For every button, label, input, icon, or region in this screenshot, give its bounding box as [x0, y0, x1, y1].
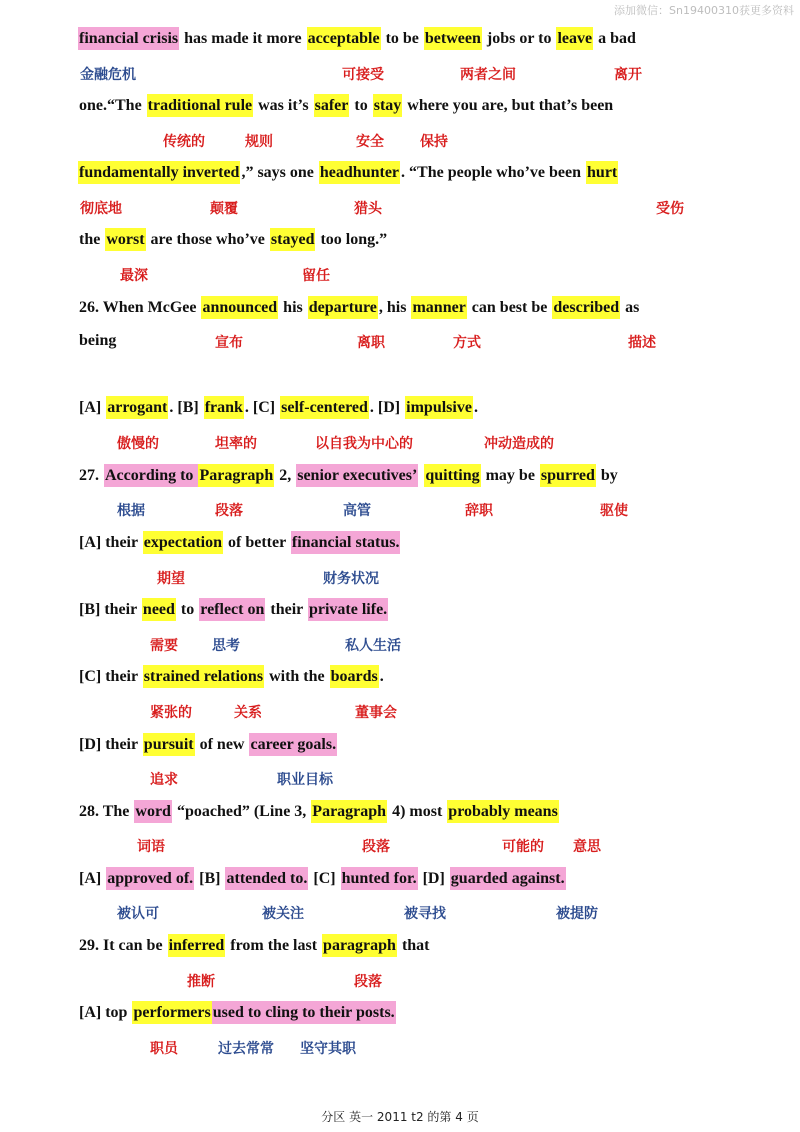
text-line — [78, 935, 431, 957]
highlighted-term: hunted for. — [341, 867, 418, 890]
text-segment: to — [350, 97, 372, 114]
chinese-annotation: 以自我为中心的 — [315, 436, 413, 452]
highlighted-term: Paragraph — [311, 800, 387, 823]
highlighted-term: According to — [104, 464, 198, 487]
text-segment: as — [621, 299, 640, 316]
chinese-annotation: 方式 — [453, 335, 481, 351]
text-segment: [A] — [79, 870, 106, 887]
highlighted-term: boards — [330, 665, 379, 688]
text-segment: . [D] — [369, 399, 405, 416]
chinese-annotation: 传统的 — [163, 134, 205, 150]
chinese-annotation: 最深 — [120, 268, 148, 284]
chinese-annotation: 财务状况 — [323, 571, 379, 587]
text-line — [78, 162, 618, 184]
chinese-annotation: 两者之间 — [460, 67, 516, 83]
text-segment: the — [79, 231, 105, 248]
highlighted-term: departure — [308, 296, 378, 319]
text-segment: was it’s — [254, 97, 313, 114]
chinese-annotation: 思考 — [212, 638, 240, 654]
chinese-annotation: 辞职 — [465, 503, 493, 519]
chinese-annotation: 段落 — [362, 839, 390, 855]
text-segment: [A] — [79, 399, 106, 416]
text-segment: [C] — [309, 870, 340, 887]
text-line — [78, 330, 117, 352]
text-segment: to — [176, 601, 199, 618]
text-segment: . — [379, 668, 384, 685]
text-segment: [A] their — [79, 534, 142, 551]
highlighted-term: impulsive — [405, 396, 473, 419]
text-line — [78, 666, 385, 688]
chinese-annotation: 可能的 — [502, 839, 544, 855]
text-segment: to be — [381, 30, 423, 47]
chinese-annotation: 关系 — [234, 705, 262, 721]
chinese-annotation: 彻底地 — [80, 201, 122, 217]
text-segment: a bad — [594, 30, 636, 47]
highlighted-term: used to cling to their posts. — [212, 1001, 396, 1024]
text-segment: , his — [378, 299, 411, 316]
highlighted-term: pursuit — [143, 733, 195, 756]
highlighted-term: financial crisis — [78, 27, 179, 50]
highlighted-term: stay — [373, 94, 403, 117]
text-line — [78, 397, 479, 419]
text-line — [78, 465, 619, 487]
chinese-annotation: 描述 — [628, 335, 656, 351]
highlighted-term: hurt — [586, 161, 618, 184]
highlighted-term: expectation — [143, 531, 223, 554]
text-segment: jobs or to — [482, 30, 556, 47]
chinese-annotation: 追求 — [150, 772, 178, 788]
text-segment: of better — [224, 534, 290, 551]
highlighted-term: manner — [411, 296, 466, 319]
chinese-annotation: 被寻找 — [404, 906, 446, 922]
chinese-annotation: 词语 — [137, 839, 165, 855]
text-line — [78, 801, 559, 823]
text-segment: . [C] — [244, 399, 280, 416]
text-line — [78, 28, 637, 50]
page-footer: 分区 英一 2011 t2 的第 4 页 — [321, 1110, 479, 1124]
highlighted-term: quitting — [424, 464, 480, 487]
highlighted-term: word — [134, 800, 172, 823]
chinese-annotation: 受伤 — [656, 201, 684, 217]
text-segment: being — [79, 332, 117, 349]
text-line — [78, 532, 400, 554]
text-segment: their — [266, 601, 307, 618]
highlighted-term: traditional rule — [147, 94, 253, 117]
chinese-annotation: 职业目标 — [277, 772, 333, 788]
highlighted-term: worst — [105, 228, 145, 251]
highlighted-term: safer — [314, 94, 350, 117]
highlighted-term: arrogant — [106, 396, 168, 419]
text-segment: 26. When McGee — [79, 299, 201, 316]
chinese-annotation: 被提防 — [556, 906, 598, 922]
highlighted-term: career goals. — [249, 733, 337, 756]
highlighted-term: reflect on — [199, 598, 265, 621]
text-segment: . — [473, 399, 478, 416]
chinese-annotation: 职员 — [150, 1041, 178, 1057]
text-segment: by — [596, 467, 618, 484]
watermark: 添加微信：Sn19400310获更多资料 — [614, 4, 794, 17]
text-segment: [D] — [418, 870, 449, 887]
highlighted-term: spurred — [540, 464, 596, 487]
chinese-annotation: 推断 — [187, 974, 215, 990]
text-segment: 27. — [79, 467, 103, 484]
highlighted-term: inferred — [168, 934, 226, 957]
highlighted-term: headhunter — [319, 161, 400, 184]
text-segment: [C] their — [79, 668, 142, 685]
highlighted-term: frank — [204, 396, 244, 419]
chinese-annotation: 离职 — [357, 335, 385, 351]
text-segment: ,” says one — [241, 164, 318, 181]
text-segment: “poached” (Line 3, — [172, 803, 311, 820]
highlighted-term: approved of. — [106, 867, 194, 890]
text-line — [78, 1002, 396, 1024]
chinese-annotation: 金融危机 — [80, 67, 136, 83]
text-segment: [D] their — [79, 736, 142, 753]
text-segment: may be — [481, 467, 539, 484]
highlighted-term: acceptable — [307, 27, 381, 50]
chinese-annotation: 被关注 — [262, 906, 304, 922]
highlighted-term: probably means — [447, 800, 559, 823]
text-segment: 29. It can be — [79, 937, 167, 954]
text-segment: . [B] — [169, 399, 203, 416]
chinese-annotation: 段落 — [354, 974, 382, 990]
chinese-annotation: 猎头 — [354, 201, 382, 217]
chinese-annotation: 留任 — [302, 268, 330, 284]
chinese-annotation: 冲动造成的 — [484, 436, 554, 452]
chinese-annotation: 根据 — [117, 503, 145, 519]
text-line — [78, 734, 337, 756]
highlighted-term: senior executives’ — [296, 464, 418, 487]
text-line — [78, 599, 388, 621]
highlighted-term: stayed — [270, 228, 316, 251]
chinese-annotation: 傲慢的 — [117, 436, 159, 452]
text-segment: of new — [195, 736, 249, 753]
text-segment: 2, — [275, 467, 296, 484]
text-segment: [B] — [195, 870, 225, 887]
chinese-annotation: 意思 — [573, 839, 601, 855]
highlighted-term: financial status. — [291, 531, 401, 554]
chinese-annotation: 高管 — [343, 503, 371, 519]
chinese-annotation: 安全 — [356, 134, 384, 150]
chinese-annotation: 段落 — [215, 503, 243, 519]
highlighted-term: announced — [201, 296, 278, 319]
chinese-annotation: 私人生活 — [345, 638, 401, 654]
text-segment: from the last — [226, 937, 322, 954]
chinese-annotation: 被认可 — [117, 906, 159, 922]
text-segment: too long.” — [316, 231, 388, 248]
text-line — [78, 95, 614, 117]
chinese-annotation: 可接受 — [342, 67, 384, 83]
text-segment: [B] their — [79, 601, 141, 618]
text-segment: 28. The — [79, 803, 134, 820]
text-segment: can best be — [467, 299, 552, 316]
highlighted-term: self-centered — [280, 396, 369, 419]
chinese-annotation: 宣布 — [215, 335, 243, 351]
text-segment: one.“The — [79, 97, 146, 114]
text-segment: [A] top — [79, 1004, 132, 1021]
chinese-annotation: 驱使 — [600, 503, 628, 519]
highlighted-term: between — [424, 27, 482, 50]
highlighted-term: private life. — [308, 598, 388, 621]
highlighted-term: Paragraph — [198, 464, 274, 487]
text-segment: . “The people who’ve been — [401, 164, 586, 181]
highlighted-term: performers — [132, 1001, 211, 1024]
chinese-annotation: 规则 — [245, 134, 273, 150]
highlighted-term: paragraph — [322, 934, 397, 957]
highlighted-term: guarded against. — [450, 867, 566, 890]
highlighted-term: need — [142, 598, 176, 621]
chinese-annotation: 保持 — [420, 134, 448, 150]
chinese-annotation: 期望 — [157, 571, 185, 587]
text-segment: with the — [265, 668, 329, 685]
text-segment: 4) most — [388, 803, 447, 820]
text-line — [78, 229, 388, 251]
text-line — [78, 297, 640, 319]
highlighted-term: fundamentally inverted — [78, 161, 240, 184]
text-segment: has made it more — [180, 30, 306, 47]
chinese-annotation: 离开 — [614, 67, 642, 83]
highlighted-term: strained relations — [143, 665, 264, 688]
chinese-annotation: 颠覆 — [210, 201, 238, 217]
chinese-annotation: 坚守其职 — [300, 1041, 356, 1057]
text-line — [78, 868, 566, 890]
text-segment: his — [279, 299, 307, 316]
highlighted-term: described — [552, 296, 620, 319]
chinese-annotation: 紧张的 — [150, 705, 192, 721]
chinese-annotation: 需要 — [150, 638, 178, 654]
text-segment: that — [397, 937, 430, 954]
text-segment: are those who’ve — [146, 231, 269, 248]
chinese-annotation: 坦率的 — [215, 436, 257, 452]
highlighted-term: attended to. — [225, 867, 308, 890]
highlighted-term: leave — [556, 27, 593, 50]
chinese-annotation: 董事会 — [355, 705, 397, 721]
chinese-annotation: 过去常常 — [218, 1041, 274, 1057]
text-segment: where you are, but that’s been — [403, 97, 614, 114]
